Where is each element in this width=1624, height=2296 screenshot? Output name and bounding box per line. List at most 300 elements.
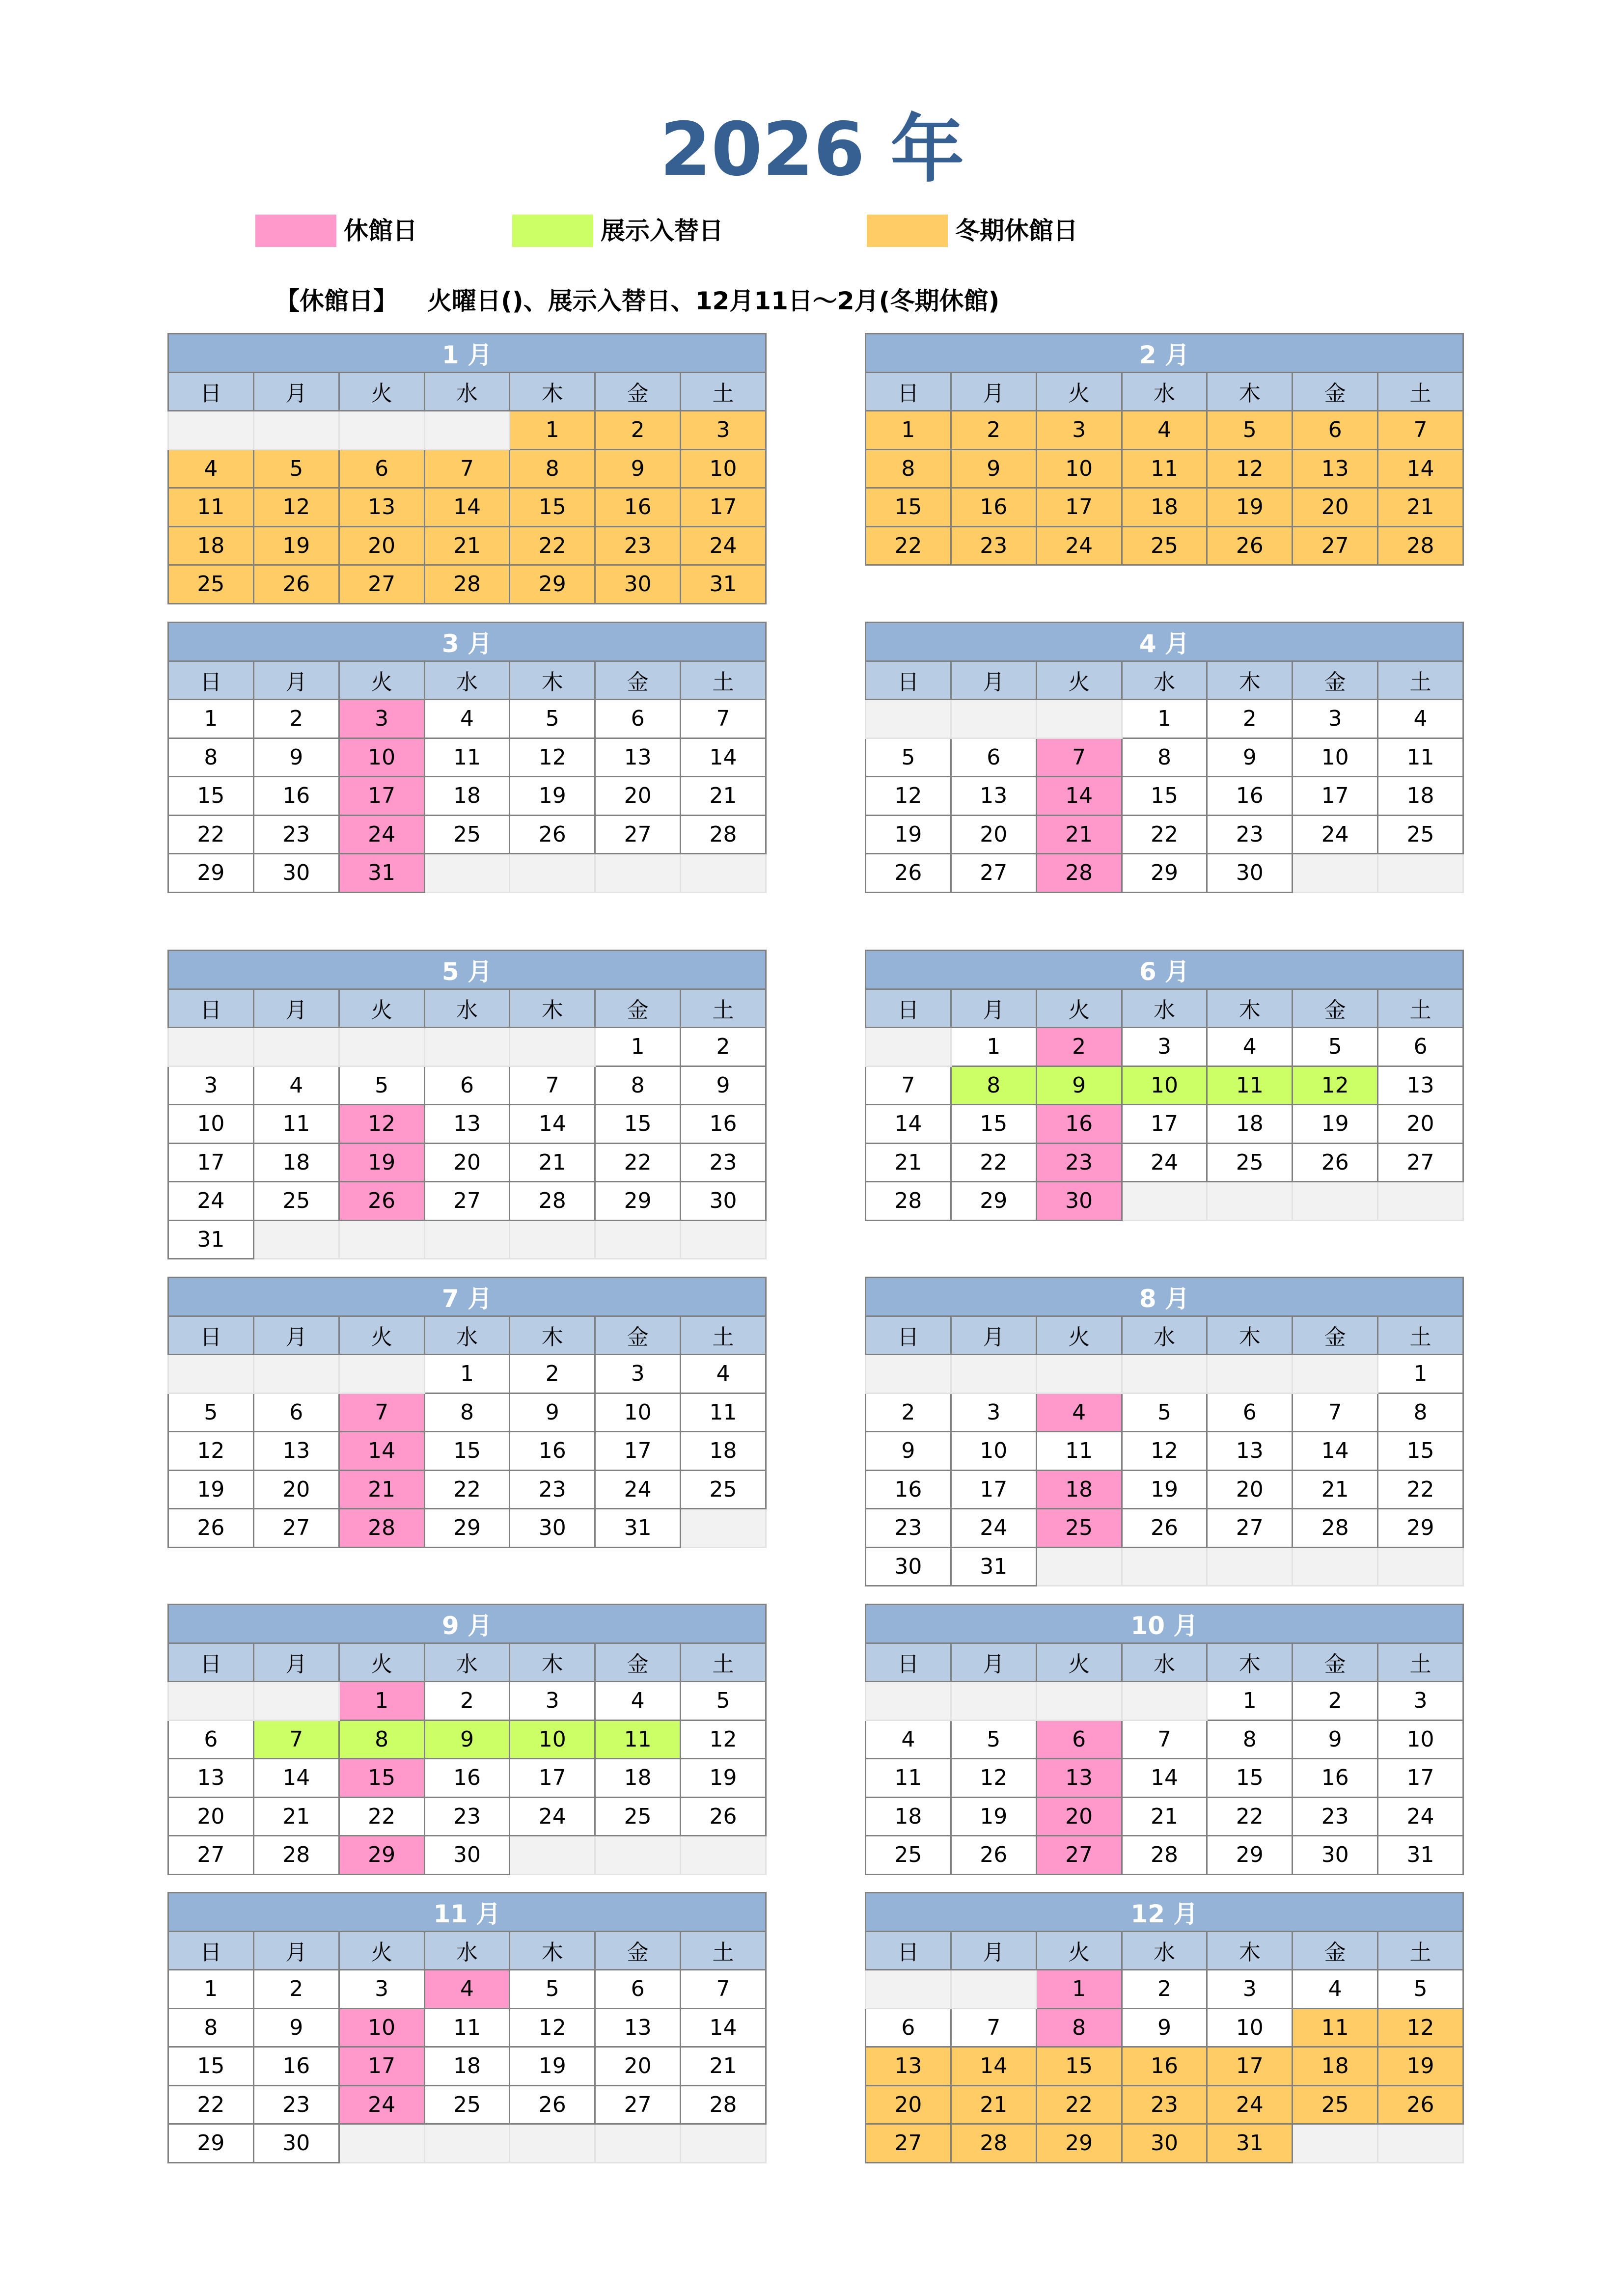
day-cell: 1 — [168, 1970, 254, 2009]
day-cell: 5 — [168, 1393, 254, 1432]
weekday-header: 木 — [510, 1316, 595, 1355]
week-row — [168, 2047, 766, 2086]
day-cell: 18 — [1293, 2047, 1378, 2086]
empty-cell — [1293, 854, 1378, 893]
day-cell: 20 — [951, 815, 1036, 854]
weekday-header: 土 — [1378, 661, 1463, 700]
month-calendar-apr — [865, 622, 1464, 893]
weekday-header: 日 — [866, 1316, 951, 1355]
week-row — [866, 1182, 1463, 1221]
day-cell: 15 — [1378, 1432, 1463, 1471]
day-cell: 26 — [681, 1797, 766, 1836]
day-cell: 25 — [1378, 815, 1463, 854]
month-table — [865, 1892, 1464, 2163]
day-cell: 19 — [253, 526, 339, 565]
week-row — [866, 1509, 1463, 1548]
empty-cell — [951, 1682, 1036, 1721]
empty-cell — [681, 1220, 766, 1259]
day-cell: 16 — [595, 488, 681, 527]
month-name: 1 月 — [168, 334, 766, 373]
week-row — [168, 2008, 766, 2047]
day-cell: 5 — [951, 1720, 1036, 1759]
weekday-header: 金 — [595, 661, 681, 700]
weekday-header: 金 — [1293, 989, 1378, 1028]
day-cell: 7 — [253, 1720, 339, 1759]
day-cell: 12 — [339, 1105, 424, 1144]
day-cell: 6 — [595, 700, 681, 738]
weekday-header: 水 — [1122, 1643, 1207, 1682]
empty-cell — [510, 2124, 595, 2163]
day-cell: 13 — [1036, 1759, 1122, 1798]
day-cell: 3 — [339, 700, 424, 738]
day-cell: 3 — [1378, 1682, 1463, 1721]
day-cell: 9 — [1293, 1720, 1378, 1759]
day-cell: 3 — [681, 411, 766, 450]
month-table — [865, 1604, 1464, 1875]
day-cell: 23 — [1207, 815, 1293, 854]
weekday-header: 月 — [253, 1316, 339, 1355]
day-cell: 31 — [1378, 1836, 1463, 1875]
day-cell: 21 — [951, 2085, 1036, 2124]
day-cell: 4 — [1036, 1393, 1122, 1432]
day-cell: 27 — [424, 1182, 510, 1221]
week-row — [866, 1682, 1463, 1721]
day-cell: 24 — [681, 526, 766, 565]
weekday-header: 月 — [253, 1931, 339, 1970]
day-cell: 25 — [681, 1470, 766, 1509]
day-cell: 25 — [168, 565, 254, 604]
day-cell: 4 — [681, 1355, 766, 1394]
weekday-header: 金 — [1293, 1931, 1378, 1970]
week-row — [866, 1836, 1463, 1875]
empty-cell — [681, 854, 766, 893]
day-cell: 13 — [595, 2008, 681, 2047]
day-cell: 15 — [951, 1105, 1036, 1144]
weekday-header: 金 — [1293, 372, 1378, 411]
empty-cell — [1122, 1355, 1207, 1394]
week-row — [866, 1470, 1463, 1509]
day-cell: 29 — [424, 1509, 510, 1548]
weekday-header: 火 — [339, 989, 424, 1028]
day-cell: 30 — [681, 1182, 766, 1221]
weekday-header: 土 — [1378, 1643, 1463, 1682]
month-name: 12 月 — [866, 1893, 1463, 1932]
week-row — [866, 526, 1463, 565]
day-cell: 28 — [339, 1509, 424, 1548]
empty-cell — [424, 1028, 510, 1066]
day-cell: 31 — [951, 1547, 1036, 1586]
week-row — [866, 1066, 1463, 1105]
weekday-header: 土 — [1378, 1931, 1463, 1970]
weekday-header: 水 — [1122, 661, 1207, 700]
day-cell: 13 — [951, 777, 1036, 816]
week-row — [168, 1470, 766, 1509]
day-cell: 20 — [595, 2047, 681, 2086]
weekday-header: 水 — [424, 1316, 510, 1355]
month-name: 7 月 — [168, 1278, 766, 1316]
day-cell: 11 — [424, 2008, 510, 2047]
day-cell: 27 — [951, 854, 1036, 893]
weekday-header: 水 — [424, 989, 510, 1028]
weekday-header: 月 — [951, 1643, 1036, 1682]
week-row — [866, 1970, 1463, 2009]
day-cell: 22 — [339, 1797, 424, 1836]
day-cell: 20 — [168, 1797, 254, 1836]
empty-cell — [1036, 1547, 1122, 1586]
day-cell: 8 — [1122, 738, 1207, 777]
legend-swatch-closed — [255, 215, 336, 247]
day-cell: 26 — [510, 2085, 595, 2124]
month-table — [167, 1604, 767, 1875]
day-cell: 14 — [510, 1105, 595, 1144]
day-cell: 14 — [1293, 1432, 1378, 1471]
day-cell: 23 — [253, 2085, 339, 2124]
day-cell: 4 — [1293, 1970, 1378, 2009]
empty-cell — [866, 1355, 951, 1394]
day-cell: 18 — [1378, 777, 1463, 816]
day-cell: 9 — [866, 1432, 951, 1471]
day-cell: 16 — [681, 1105, 766, 1144]
day-cell: 8 — [168, 2008, 254, 2047]
day-cell: 25 — [1207, 1143, 1293, 1182]
day-cell: 19 — [1378, 2047, 1463, 2086]
day-cell: 10 — [595, 1393, 681, 1432]
day-cell: 5 — [253, 449, 339, 488]
weekday-header: 金 — [1293, 1643, 1378, 1682]
day-cell: 22 — [1378, 1470, 1463, 1509]
day-cell: 5 — [1207, 411, 1293, 450]
day-cell: 30 — [253, 854, 339, 893]
weekday-header: 水 — [1122, 989, 1207, 1028]
empty-cell — [1036, 1682, 1122, 1721]
day-cell: 19 — [510, 777, 595, 816]
legend-label-exhibition-change: 展示入替日 — [601, 217, 723, 245]
empty-cell — [681, 1836, 766, 1875]
day-cell: 23 — [424, 1797, 510, 1836]
day-cell: 20 — [339, 526, 424, 565]
day-cell: 11 — [595, 1720, 681, 1759]
day-cell: 23 — [510, 1470, 595, 1509]
weekday-header: 日 — [168, 372, 254, 411]
day-cell: 3 — [951, 1393, 1036, 1432]
empty-cell — [510, 1220, 595, 1259]
day-cell: 26 — [1122, 1509, 1207, 1548]
weekday-header: 木 — [510, 372, 595, 411]
day-cell: 11 — [681, 1393, 766, 1432]
day-cell: 10 — [339, 2008, 424, 2047]
day-cell: 14 — [681, 738, 766, 777]
day-cell: 25 — [595, 1797, 681, 1836]
weekday-header: 水 — [424, 1931, 510, 1970]
week-row — [168, 815, 766, 854]
day-cell: 30 — [1036, 1182, 1122, 1221]
day-cell: 16 — [1036, 1105, 1122, 1144]
empty-cell — [1122, 1682, 1207, 1721]
weekday-header: 金 — [595, 372, 681, 411]
day-cell: 6 — [253, 1393, 339, 1432]
day-cell: 22 — [1207, 1797, 1293, 1836]
empty-cell — [339, 1220, 424, 1259]
empty-cell — [866, 1970, 951, 2009]
week-row — [866, 2047, 1463, 2086]
day-cell: 1 — [1122, 700, 1207, 738]
day-cell: 17 — [1036, 488, 1122, 527]
day-cell: 8 — [424, 1393, 510, 1432]
day-cell: 6 — [1207, 1393, 1293, 1432]
day-cell: 10 — [1122, 1066, 1207, 1105]
weekday-header: 木 — [1207, 1931, 1293, 1970]
empty-cell — [1293, 1547, 1378, 1586]
empty-cell — [595, 854, 681, 893]
day-cell: 24 — [510, 1797, 595, 1836]
empty-cell — [866, 1028, 951, 1066]
day-cell: 23 — [253, 815, 339, 854]
empty-cell — [951, 1355, 1036, 1394]
weekday-header: 月 — [253, 372, 339, 411]
empty-cell — [339, 411, 424, 450]
day-cell: 28 — [1036, 854, 1122, 893]
day-cell: 17 — [168, 1143, 254, 1182]
day-cell: 5 — [510, 700, 595, 738]
day-cell: 7 — [1036, 738, 1122, 777]
month-calendar-sep — [167, 1604, 767, 1875]
week-row — [866, 1393, 1463, 1432]
day-cell: 27 — [1036, 1836, 1122, 1875]
month-calendar-jun — [865, 950, 1464, 1221]
day-cell: 9 — [424, 1720, 510, 1759]
day-cell: 10 — [681, 449, 766, 488]
week-row — [866, 449, 1463, 488]
week-row — [866, 854, 1463, 893]
day-cell: 16 — [510, 1432, 595, 1471]
month-table — [167, 622, 767, 893]
empty-cell — [339, 1028, 424, 1066]
day-cell: 21 — [424, 526, 510, 565]
empty-cell — [1293, 1182, 1378, 1221]
empty-cell — [168, 1028, 254, 1066]
day-cell: 13 — [339, 488, 424, 527]
week-row — [168, 1105, 766, 1144]
month-calendar-aug — [865, 1277, 1464, 1586]
month-calendar-feb — [865, 333, 1464, 566]
week-row — [866, 1355, 1463, 1394]
day-cell: 11 — [424, 738, 510, 777]
day-cell: 26 — [510, 815, 595, 854]
day-cell: 19 — [951, 1797, 1036, 1836]
day-cell: 9 — [510, 1393, 595, 1432]
day-cell: 7 — [339, 1393, 424, 1432]
week-row — [866, 700, 1463, 738]
empty-cell — [595, 1836, 681, 1875]
day-cell: 13 — [595, 738, 681, 777]
day-cell: 22 — [168, 2085, 254, 2124]
day-cell: 26 — [1293, 1143, 1378, 1182]
day-cell: 7 — [866, 1066, 951, 1105]
empty-cell — [951, 700, 1036, 738]
day-cell: 30 — [1293, 1836, 1378, 1875]
empty-cell — [510, 1028, 595, 1066]
day-cell: 23 — [681, 1143, 766, 1182]
weekday-header: 金 — [595, 1931, 681, 1970]
weekday-header: 木 — [1207, 1643, 1293, 1682]
empty-cell — [1036, 1355, 1122, 1394]
day-cell: 25 — [1122, 526, 1207, 565]
legend-swatch-winter-closure — [867, 215, 948, 247]
week-row — [168, 1066, 766, 1105]
day-cell: 27 — [339, 565, 424, 604]
day-cell: 2 — [510, 1355, 595, 1394]
week-row — [168, 488, 766, 527]
weekday-header: 日 — [866, 661, 951, 700]
weekday-header: 金 — [595, 1316, 681, 1355]
day-cell: 10 — [510, 1720, 595, 1759]
day-cell: 18 — [681, 1432, 766, 1471]
day-cell: 17 — [1293, 777, 1378, 816]
empty-cell — [681, 1509, 766, 1548]
day-cell: 2 — [681, 1028, 766, 1066]
day-cell: 22 — [1122, 815, 1207, 854]
day-cell: 28 — [866, 1182, 951, 1221]
week-row — [866, 738, 1463, 777]
day-cell: 9 — [681, 1066, 766, 1105]
day-cell: 8 — [951, 1066, 1036, 1105]
week-row — [866, 1547, 1463, 1586]
day-cell: 20 — [253, 1470, 339, 1509]
day-cell: 18 — [866, 1797, 951, 1836]
empty-cell — [1293, 2124, 1378, 2163]
day-cell: 27 — [1293, 526, 1378, 565]
day-cell: 18 — [595, 1759, 681, 1798]
weekday-header: 火 — [339, 372, 424, 411]
day-cell: 19 — [168, 1470, 254, 1509]
month-calendar-oct — [865, 1604, 1464, 1875]
empty-cell — [1207, 1547, 1293, 1586]
day-cell: 19 — [1122, 1470, 1207, 1509]
day-cell: 20 — [1378, 1105, 1463, 1144]
day-cell: 5 — [866, 738, 951, 777]
day-cell: 10 — [339, 738, 424, 777]
empty-cell — [510, 1836, 595, 1875]
day-cell: 31 — [168, 1220, 254, 1259]
day-cell: 9 — [951, 449, 1036, 488]
day-cell: 13 — [253, 1432, 339, 1471]
week-row — [866, 1759, 1463, 1798]
day-cell: 15 — [424, 1432, 510, 1471]
day-cell: 15 — [1122, 777, 1207, 816]
day-cell: 4 — [168, 449, 254, 488]
day-cell: 17 — [510, 1759, 595, 1798]
day-cell: 2 — [253, 700, 339, 738]
day-cell: 1 — [1378, 1355, 1463, 1394]
day-cell: 3 — [1122, 1028, 1207, 1066]
day-cell: 2 — [1207, 700, 1293, 738]
day-cell: 29 — [595, 1182, 681, 1221]
empty-cell — [253, 1355, 339, 1394]
day-cell: 17 — [681, 488, 766, 527]
page-title: 2026 年 — [660, 107, 964, 192]
month-name: 5 月 — [168, 951, 766, 989]
day-cell: 30 — [866, 1547, 951, 1586]
weekday-header: 木 — [1207, 1316, 1293, 1355]
day-cell: 16 — [253, 2047, 339, 2086]
week-row — [866, 1432, 1463, 1471]
weekday-header: 土 — [681, 372, 766, 411]
day-cell: 1 — [339, 1682, 424, 1721]
day-cell: 7 — [424, 449, 510, 488]
day-cell: 24 — [339, 815, 424, 854]
day-cell: 16 — [866, 1470, 951, 1509]
day-cell: 17 — [339, 777, 424, 816]
day-cell: 2 — [866, 1393, 951, 1432]
day-cell: 3 — [1036, 411, 1122, 450]
day-cell: 29 — [510, 565, 595, 604]
weekday-header: 土 — [681, 1316, 766, 1355]
day-cell: 11 — [1036, 1432, 1122, 1471]
day-cell: 19 — [866, 815, 951, 854]
day-cell: 9 — [1036, 1066, 1122, 1105]
week-row — [168, 1182, 766, 1221]
day-cell: 12 — [951, 1759, 1036, 1798]
week-row — [168, 1682, 766, 1721]
day-cell: 14 — [339, 1432, 424, 1471]
day-cell: 4 — [595, 1682, 681, 1721]
day-cell: 19 — [1293, 1105, 1378, 1144]
day-cell: 23 — [1293, 1797, 1378, 1836]
day-cell: 29 — [1036, 2124, 1122, 2163]
empty-cell — [424, 1220, 510, 1259]
weekday-header: 木 — [510, 661, 595, 700]
week-row — [168, 1355, 766, 1394]
day-cell: 29 — [951, 1182, 1036, 1221]
weekday-header: 日 — [866, 372, 951, 411]
weekday-header: 水 — [1122, 372, 1207, 411]
weekday-header: 日 — [168, 1316, 254, 1355]
day-cell: 5 — [1293, 1028, 1378, 1066]
weekday-header: 金 — [595, 1643, 681, 1682]
weekday-header: 火 — [1036, 661, 1122, 700]
day-cell: 7 — [681, 1970, 766, 2009]
empty-cell — [1378, 2124, 1463, 2163]
week-row — [866, 2124, 1463, 2163]
day-cell: 24 — [1293, 815, 1378, 854]
day-cell: 3 — [168, 1066, 254, 1105]
day-cell: 20 — [424, 1143, 510, 1182]
week-row — [866, 1143, 1463, 1182]
empty-cell — [1378, 1547, 1463, 1586]
week-row — [866, 2085, 1463, 2124]
day-cell: 8 — [1378, 1393, 1463, 1432]
weekday-header: 日 — [168, 1643, 254, 1682]
weekday-header: 火 — [339, 1643, 424, 1682]
day-cell: 15 — [595, 1105, 681, 1144]
weekday-header: 金 — [595, 989, 681, 1028]
week-row — [168, 1759, 766, 1798]
day-cell: 29 — [168, 2124, 254, 2163]
day-cell: 15 — [510, 488, 595, 527]
day-cell: 18 — [1122, 488, 1207, 527]
weekday-header: 水 — [424, 661, 510, 700]
day-cell: 31 — [1207, 2124, 1293, 2163]
day-cell: 18 — [253, 1143, 339, 1182]
day-cell: 29 — [1378, 1509, 1463, 1548]
weekday-header: 月 — [253, 661, 339, 700]
week-row — [866, 1105, 1463, 1144]
day-cell: 21 — [681, 777, 766, 816]
day-cell: 8 — [595, 1066, 681, 1105]
month-table — [167, 1892, 767, 2163]
weekday-header: 火 — [339, 1316, 424, 1355]
weekday-header: 土 — [681, 1931, 766, 1970]
